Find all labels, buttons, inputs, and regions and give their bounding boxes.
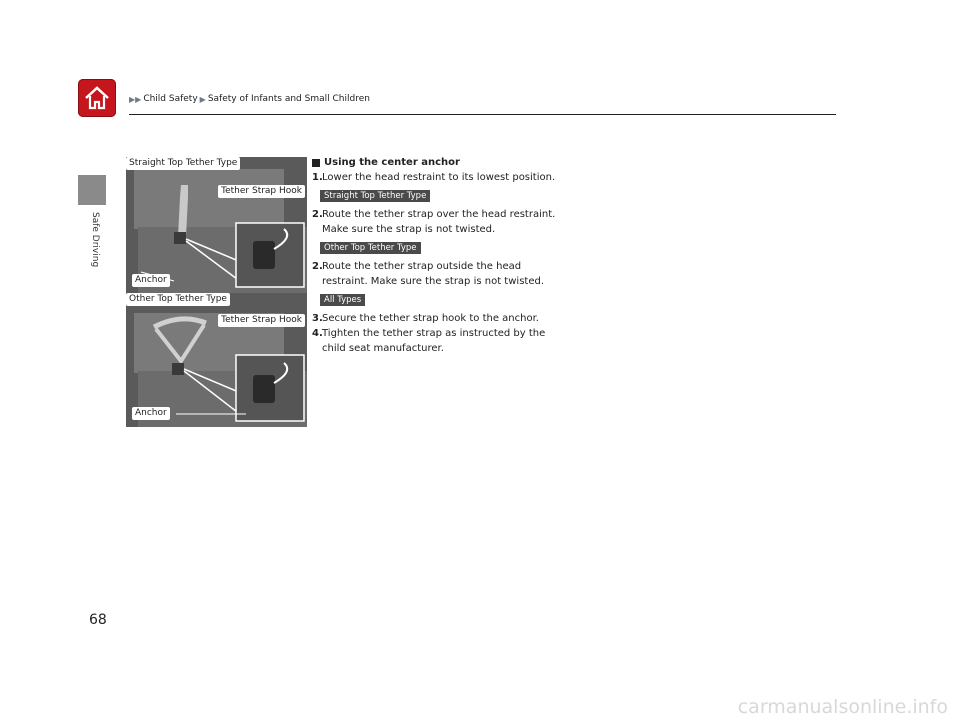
tether-strap-hook-label: Tether Strap Hook	[218, 314, 305, 327]
step-number: 3.	[312, 313, 323, 324]
tag-straight-top-tether: Straight Top Tether Type	[320, 190, 430, 202]
breadcrumb-arrow-icon: ▶	[199, 94, 206, 104]
section-heading-text: Using the center anchor	[324, 157, 460, 168]
step-text: Route the tether strap outside the head restraint. Make sure the strap is not twisted.	[322, 261, 544, 287]
step-2-other	[312, 259, 562, 289]
step-text: Route the tether strap over the head restraint. Make sure the strap is not twisted.	[322, 209, 556, 235]
anchor-label: Anchor	[132, 274, 170, 287]
step-3	[312, 311, 562, 326]
straight-tether-illustration	[126, 157, 307, 293]
header-divider	[129, 114, 836, 115]
home-button[interactable]	[78, 79, 116, 117]
instructions	[312, 155, 562, 356]
step-1	[312, 170, 562, 185]
figure-title-other: Other Top Tether Type	[126, 293, 230, 306]
step-text: Lower the head restraint to its lowest position.	[322, 172, 556, 183]
step-2-straight	[312, 207, 562, 237]
breadcrumb-item-current[interactable]: Safety of Infants and Small Children	[207, 94, 370, 104]
section-tab-label: Safe Driving	[90, 212, 100, 268]
tether-figure	[126, 157, 307, 427]
breadcrumb-item-child-safety[interactable]: Child Safety	[143, 94, 198, 104]
tag-other-top-tether: Other Top Tether Type	[320, 242, 421, 254]
step-number: 2.	[312, 261, 323, 272]
figure-title-straight: Straight Top Tether Type	[126, 157, 240, 170]
step-4	[312, 326, 562, 356]
step-text: Secure the tether strap hook to the anchor.	[322, 313, 539, 324]
step-number: 4.	[312, 328, 323, 339]
page-number: 68	[89, 612, 107, 628]
section-tab-marker	[78, 175, 106, 205]
other-tether-illustration	[126, 293, 307, 427]
step-number: 1.	[312, 172, 323, 183]
anchor-label: Anchor	[132, 407, 170, 420]
section-heading	[312, 155, 562, 170]
step-text: Tighten the tether strap as instructed by the child seat manufacturer.	[322, 328, 546, 354]
square-bullet-icon	[312, 159, 320, 167]
breadcrumb	[129, 94, 370, 104]
watermark: carmanualsonline.info	[737, 696, 948, 718]
step-number: 2.	[312, 209, 323, 220]
breadcrumb-arrow-icon: ▶▶	[129, 94, 142, 104]
tether-strap-hook-label: Tether Strap Hook	[218, 185, 305, 198]
home-icon	[82, 83, 112, 113]
tag-all-types: All Types	[320, 294, 365, 306]
